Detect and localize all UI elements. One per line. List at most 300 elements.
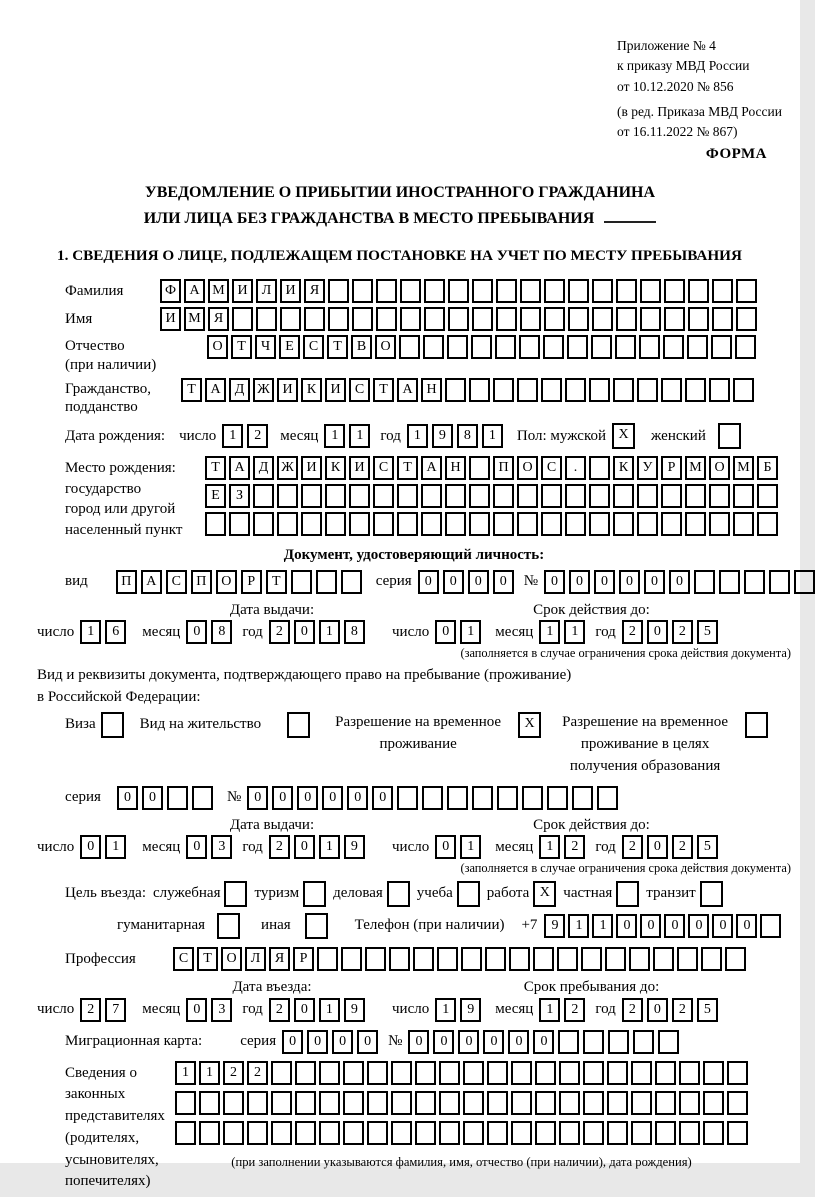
doc-valid-month-field-cell[interactable]: 1 [539, 620, 560, 644]
representatives-field-row2-cell[interactable] [487, 1091, 508, 1115]
visa-checkbox-cell[interactable] [101, 712, 124, 738]
res-number-field-cell[interactable]: 0 [347, 786, 368, 810]
representatives-field-row3-cell[interactable] [535, 1121, 556, 1145]
birthplace-field-row1-cell[interactable]: Н [445, 456, 466, 480]
representatives-field-row2-cell[interactable] [439, 1091, 460, 1115]
birthplace-field-row2-cell[interactable] [421, 484, 442, 508]
doc-type-field-cell[interactable] [291, 570, 312, 594]
birth-year-field-cell[interactable]: 9 [432, 424, 453, 448]
representatives-field-row1-cell[interactable]: 1 [199, 1061, 220, 1085]
representatives-field-row1-cell[interactable] [367, 1061, 388, 1085]
mig-number-field-cell[interactable]: 0 [408, 1030, 429, 1054]
birthplace-field-row2-cell[interactable] [397, 484, 418, 508]
profession-field-cell[interactable] [677, 947, 698, 971]
phone-field-cell[interactable]: 9 [544, 914, 565, 938]
birthplace-field-row1-cell[interactable]: П [493, 456, 514, 480]
citizenship-field-cell[interactable]: Д [229, 378, 250, 402]
doc-number-field-cell[interactable]: 0 [669, 570, 690, 594]
representatives-field-row2-cell[interactable] [367, 1091, 388, 1115]
representatives-field-row2-cell[interactable] [511, 1091, 532, 1115]
birthplace-field-row3-cell[interactable] [613, 512, 634, 536]
patronymic-field-cell[interactable] [471, 335, 492, 359]
name-field-cell[interactable] [400, 307, 421, 331]
profession-field-cell[interactable] [317, 947, 338, 971]
purpose-transit-checkbox-cell[interactable] [700, 881, 723, 907]
profession-field-cell[interactable] [389, 947, 410, 971]
citizenship-field-cell[interactable]: А [397, 378, 418, 402]
doc-issue-year-field-cell[interactable]: 8 [344, 620, 365, 644]
representatives-field-row1-cell[interactable] [391, 1061, 412, 1085]
birthplace-field-row1-cell[interactable]: Т [397, 456, 418, 480]
birthplace-field-row1-cell[interactable]: А [421, 456, 442, 480]
res-valid-year-field-cell[interactable]: 2 [672, 835, 693, 859]
birthplace-field-row2-cell[interactable]: Е [205, 484, 226, 508]
profession-field-cell[interactable] [557, 947, 578, 971]
profession-field-cell[interactable] [413, 947, 434, 971]
profession-field-cell[interactable] [365, 947, 386, 971]
res-number-field-cell[interactable] [447, 786, 468, 810]
doc-number-field-cell[interactable] [794, 570, 815, 594]
temp-residence-edu-checkbox-cell[interactable] [745, 712, 768, 738]
citizenship-field-cell[interactable]: Т [373, 378, 394, 402]
gender-male-checkbox-cell[interactable]: X [612, 423, 635, 449]
representatives-field-row3-cell[interactable] [727, 1121, 748, 1145]
representatives-field-row1-cell[interactable] [343, 1061, 364, 1085]
stay-month-field-cell[interactable]: 1 [539, 998, 560, 1022]
representatives-field-row2-cell[interactable] [295, 1091, 316, 1115]
birthplace-field-row2-cell[interactable] [277, 484, 298, 508]
doc-issue-month-field-cell[interactable]: 8 [211, 620, 232, 644]
representatives-field-row1-cell[interactable]: 2 [247, 1061, 268, 1085]
surname-field-cell[interactable] [400, 279, 421, 303]
res-number-field-cell[interactable] [597, 786, 618, 810]
phone-field-cell[interactable]: 0 [664, 914, 685, 938]
representatives-field-row2-cell[interactable] [343, 1091, 364, 1115]
birthplace-field-row2-cell[interactable] [445, 484, 466, 508]
birthplace-field-row2-cell[interactable] [613, 484, 634, 508]
birthplace-field-row2-cell[interactable] [733, 484, 754, 508]
representatives-field-row2-cell[interactable] [679, 1091, 700, 1115]
profession-field-cell[interactable]: Р [293, 947, 314, 971]
representatives-field-row3-cell[interactable] [583, 1121, 604, 1145]
birthplace-field-row3-cell[interactable] [445, 512, 466, 536]
citizenship-field-cell[interactable] [589, 378, 610, 402]
profession-field-cell[interactable]: С [173, 947, 194, 971]
birthplace-field-row1-cell[interactable]: А [229, 456, 250, 480]
surname-field-cell[interactable] [352, 279, 373, 303]
stay-year-field-cell[interactable]: 0 [647, 998, 668, 1022]
representatives-field-row2-cell[interactable] [607, 1091, 628, 1115]
patronymic-field-cell[interactable] [639, 335, 660, 359]
res-issue-year-field-cell[interactable]: 1 [319, 835, 340, 859]
representatives-field-row1-cell[interactable] [463, 1061, 484, 1085]
representatives-field-row2-cell[interactable] [631, 1091, 652, 1115]
birth-month-field-cell[interactable]: 1 [349, 424, 370, 448]
stay-year-field-cell[interactable]: 2 [672, 998, 693, 1022]
surname-field-cell[interactable]: М [208, 279, 229, 303]
birthplace-field-row2-cell[interactable] [565, 484, 586, 508]
representatives-field-row2-cell[interactable] [247, 1091, 268, 1115]
representatives-field-row2-cell[interactable] [175, 1091, 196, 1115]
mig-number-field-cell[interactable] [658, 1030, 679, 1054]
birthplace-field-row2-cell[interactable] [589, 484, 610, 508]
mig-number-field-cell[interactable]: 0 [458, 1030, 479, 1054]
birthplace-field-row3-cell[interactable] [685, 512, 706, 536]
name-field-cell[interactable] [496, 307, 517, 331]
doc-valid-day-field-cell[interactable]: 1 [460, 620, 481, 644]
entry-month-field-cell[interactable]: 0 [186, 998, 207, 1022]
birth-year-field-cell[interactable]: 1 [407, 424, 428, 448]
doc-issue-year-field-cell[interactable]: 0 [294, 620, 315, 644]
mig-series-field-cell[interactable]: 0 [282, 1030, 303, 1054]
birthplace-field-row3-cell[interactable] [565, 512, 586, 536]
mig-number-field-cell[interactable] [633, 1030, 654, 1054]
birthplace-field-row3-cell[interactable] [541, 512, 562, 536]
res-valid-year-field-cell[interactable]: 5 [697, 835, 718, 859]
surname-field-cell[interactable]: Я [304, 279, 325, 303]
patronymic-field-cell[interactable] [711, 335, 732, 359]
surname-field-cell[interactable] [664, 279, 685, 303]
purpose-business-checkbox-cell[interactable] [387, 881, 410, 907]
doc-number-field-cell[interactable]: 0 [594, 570, 615, 594]
doc-type-field-cell[interactable]: Т [266, 570, 287, 594]
res-valid-year-field-cell[interactable]: 0 [647, 835, 668, 859]
representatives-field-row1-cell[interactable] [655, 1061, 676, 1085]
patronymic-field-cell[interactable] [423, 335, 444, 359]
doc-series-field-cell[interactable]: 0 [493, 570, 514, 594]
name-field-cell[interactable] [256, 307, 277, 331]
surname-field-cell[interactable] [472, 279, 493, 303]
doc-series-field-cell[interactable]: 0 [443, 570, 464, 594]
surname-field-cell[interactable] [736, 279, 757, 303]
mig-number-field-cell[interactable] [608, 1030, 629, 1054]
name-field-cell[interactable] [640, 307, 661, 331]
doc-issue-day-field-cell[interactable]: 1 [80, 620, 101, 644]
patronymic-field-cell[interactable]: О [375, 335, 396, 359]
profession-field-cell[interactable]: О [221, 947, 242, 971]
mig-series-field-cell[interactable]: 0 [357, 1030, 378, 1054]
representatives-field-row1-cell[interactable] [559, 1061, 580, 1085]
citizenship-field-cell[interactable] [445, 378, 466, 402]
profession-field-cell[interactable] [509, 947, 530, 971]
birth-month-field-cell[interactable]: 1 [324, 424, 345, 448]
doc-type-field-cell[interactable]: С [166, 570, 187, 594]
representatives-field-row1-cell[interactable] [511, 1061, 532, 1085]
birthplace-field-row2-cell[interactable] [349, 484, 370, 508]
patronymic-field-cell[interactable]: Т [327, 335, 348, 359]
mig-number-field-cell[interactable]: 0 [533, 1030, 554, 1054]
res-number-field-cell[interactable] [547, 786, 568, 810]
patronymic-field-cell[interactable]: О [207, 335, 228, 359]
birth-day-field-cell[interactable]: 2 [247, 424, 268, 448]
doc-issue-year-field-cell[interactable]: 1 [319, 620, 340, 644]
representatives-field-row2-cell[interactable] [319, 1091, 340, 1115]
res-series-field-cell[interactable]: 0 [117, 786, 138, 810]
entry-month-field-cell[interactable]: 3 [211, 998, 232, 1022]
name-field-cell[interactable]: И [160, 307, 181, 331]
birthplace-field-row2-cell[interactable] [541, 484, 562, 508]
birth-year-field-cell[interactable]: 8 [457, 424, 478, 448]
birthplace-field-row3-cell[interactable] [469, 512, 490, 536]
res-issue-day-field-cell[interactable]: 1 [105, 835, 126, 859]
purpose-humanitarian-checkbox-cell[interactable] [217, 913, 240, 939]
name-field-cell[interactable]: Я [208, 307, 229, 331]
name-field-cell[interactable] [736, 307, 757, 331]
name-field-cell[interactable]: М [184, 307, 205, 331]
birthplace-field-row3-cell[interactable] [277, 512, 298, 536]
doc-type-field-cell[interactable] [341, 570, 362, 594]
doc-valid-year-field-cell[interactable]: 2 [672, 620, 693, 644]
birthplace-field-row1-cell[interactable]: М [685, 456, 706, 480]
mig-number-field-cell[interactable] [558, 1030, 579, 1054]
patronymic-field-cell[interactable] [591, 335, 612, 359]
representatives-field-row3-cell[interactable] [511, 1121, 532, 1145]
birthplace-field-row3-cell[interactable] [301, 512, 322, 536]
res-valid-year-field-cell[interactable]: 2 [622, 835, 643, 859]
representatives-field-row3-cell[interactable] [703, 1121, 724, 1145]
citizenship-field-cell[interactable]: Н [421, 378, 442, 402]
surname-field-cell[interactable] [616, 279, 637, 303]
representatives-field-row3-cell[interactable] [343, 1121, 364, 1145]
representatives-field-row1-cell[interactable] [607, 1061, 628, 1085]
representatives-field-row3-cell[interactable] [463, 1121, 484, 1145]
representatives-field-row3-cell[interactable] [439, 1121, 460, 1145]
birthplace-field-row1-cell[interactable]: К [325, 456, 346, 480]
doc-number-field-cell[interactable] [744, 570, 765, 594]
doc-type-field-cell[interactable]: А [141, 570, 162, 594]
name-field-cell[interactable] [664, 307, 685, 331]
profession-field-cell[interactable] [629, 947, 650, 971]
representatives-field-row1-cell[interactable] [583, 1061, 604, 1085]
surname-field-cell[interactable]: Ф [160, 279, 181, 303]
birthplace-field-row1-cell[interactable]: С [541, 456, 562, 480]
citizenship-field-cell[interactable]: Т [181, 378, 202, 402]
patronymic-field-cell[interactable] [687, 335, 708, 359]
surname-field-cell[interactable] [592, 279, 613, 303]
birthplace-field-row3-cell[interactable] [325, 512, 346, 536]
res-valid-day-field-cell[interactable]: 1 [460, 835, 481, 859]
representatives-field-row1-cell[interactable] [679, 1061, 700, 1085]
phone-field-cell[interactable]: 1 [592, 914, 613, 938]
name-field-cell[interactable] [352, 307, 373, 331]
patronymic-field-cell[interactable] [567, 335, 588, 359]
representatives-field-row3-cell[interactable] [247, 1121, 268, 1145]
name-field-cell[interactable] [688, 307, 709, 331]
mig-series-field-cell[interactable]: 0 [307, 1030, 328, 1054]
purpose-tourism-checkbox-cell[interactable] [303, 881, 326, 907]
surname-field-cell[interactable] [688, 279, 709, 303]
profession-field-cell[interactable] [653, 947, 674, 971]
representatives-field-row2-cell[interactable] [535, 1091, 556, 1115]
res-number-field-cell[interactable] [572, 786, 593, 810]
citizenship-field-cell[interactable] [541, 378, 562, 402]
birthplace-field-row3-cell[interactable] [733, 512, 754, 536]
patronymic-field-cell[interactable]: С [303, 335, 324, 359]
mig-number-field-cell[interactable]: 0 [433, 1030, 454, 1054]
birthplace-field-row1-cell[interactable]: С [373, 456, 394, 480]
doc-valid-year-field-cell[interactable]: 0 [647, 620, 668, 644]
profession-field-cell[interactable]: Я [269, 947, 290, 971]
profession-field-cell[interactable] [725, 947, 746, 971]
representatives-field-row2-cell[interactable] [391, 1091, 412, 1115]
doc-number-field-cell[interactable]: 0 [644, 570, 665, 594]
birth-year-field-cell[interactable]: 1 [482, 424, 503, 448]
profession-field-cell[interactable]: Т [197, 947, 218, 971]
res-number-field-cell[interactable] [422, 786, 443, 810]
birthplace-field-row2-cell[interactable] [301, 484, 322, 508]
birthplace-field-row2-cell[interactable] [373, 484, 394, 508]
patronymic-field-cell[interactable] [495, 335, 516, 359]
birthplace-field-row2-cell[interactable] [325, 484, 346, 508]
representatives-field-row3-cell[interactable] [271, 1121, 292, 1145]
birthplace-field-row2-cell[interactable] [517, 484, 538, 508]
res-issue-month-field-cell[interactable]: 0 [186, 835, 207, 859]
res-issue-year-field-cell[interactable]: 9 [344, 835, 365, 859]
entry-year-field-cell[interactable]: 2 [269, 998, 290, 1022]
birthplace-field-row1-cell[interactable]: Д [253, 456, 274, 480]
stay-year-field-cell[interactable]: 2 [622, 998, 643, 1022]
patronymic-field-cell[interactable]: Ч [255, 335, 276, 359]
patronymic-field-cell[interactable]: В [351, 335, 372, 359]
birthplace-field-row2-cell[interactable] [661, 484, 682, 508]
birthplace-field-row2-cell[interactable] [253, 484, 274, 508]
mig-number-field-cell[interactable]: 0 [508, 1030, 529, 1054]
mig-series-field-cell[interactable]: 0 [332, 1030, 353, 1054]
patronymic-field-cell[interactable]: Е [279, 335, 300, 359]
mig-number-field-cell[interactable] [583, 1030, 604, 1054]
doc-number-field-cell[interactable] [719, 570, 740, 594]
surname-field-cell[interactable] [544, 279, 565, 303]
name-field-cell[interactable] [472, 307, 493, 331]
phone-field-cell[interactable]: 0 [736, 914, 757, 938]
birthplace-field-row2-cell[interactable] [709, 484, 730, 508]
res-series-field-cell[interactable] [192, 786, 213, 810]
res-issue-day-field-cell[interactable]: 0 [80, 835, 101, 859]
surname-field-cell[interactable] [712, 279, 733, 303]
res-number-field-cell[interactable]: 0 [372, 786, 393, 810]
entry-day-field-cell[interactable]: 7 [105, 998, 126, 1022]
representatives-field-row1-cell[interactable] [727, 1061, 748, 1085]
purpose-study-checkbox-cell[interactable] [457, 881, 480, 907]
citizenship-field-cell[interactable]: И [277, 378, 298, 402]
patronymic-field-cell[interactable] [519, 335, 540, 359]
representatives-field-row3-cell[interactable] [319, 1121, 340, 1145]
representatives-field-row3-cell[interactable] [295, 1121, 316, 1145]
doc-series-field-cell[interactable]: 0 [418, 570, 439, 594]
name-field-cell[interactable] [424, 307, 445, 331]
stay-year-field-cell[interactable]: 5 [697, 998, 718, 1022]
representatives-field-row1-cell[interactable] [415, 1061, 436, 1085]
name-field-cell[interactable] [712, 307, 733, 331]
stay-day-field-cell[interactable]: 1 [435, 998, 456, 1022]
birthplace-field-row2-cell[interactable] [685, 484, 706, 508]
name-field-cell[interactable] [448, 307, 469, 331]
patronymic-field-cell[interactable] [447, 335, 468, 359]
res-number-field-cell[interactable] [522, 786, 543, 810]
surname-field-cell[interactable] [448, 279, 469, 303]
doc-number-field-cell[interactable] [769, 570, 790, 594]
name-field-cell[interactable] [544, 307, 565, 331]
doc-number-field-cell[interactable]: 0 [544, 570, 565, 594]
birthplace-field-row3-cell[interactable] [589, 512, 610, 536]
surname-field-cell[interactable] [640, 279, 661, 303]
birthplace-field-row2-cell[interactable] [757, 484, 778, 508]
res-valid-month-field-cell[interactable]: 1 [539, 835, 560, 859]
representatives-field-row2-cell[interactable] [271, 1091, 292, 1115]
name-field-cell[interactable] [520, 307, 541, 331]
gender-female-checkbox-cell[interactable] [718, 423, 741, 449]
birthplace-field-row3-cell[interactable] [397, 512, 418, 536]
birthplace-field-row2-cell[interactable] [469, 484, 490, 508]
name-field-cell[interactable] [592, 307, 613, 331]
name-field-cell[interactable] [328, 307, 349, 331]
res-valid-month-field-cell[interactable]: 2 [564, 835, 585, 859]
phone-field-cell[interactable]: 0 [640, 914, 661, 938]
res-number-field-cell[interactable] [397, 786, 418, 810]
doc-type-field-cell[interactable]: О [216, 570, 237, 594]
representatives-field-row3-cell[interactable] [415, 1121, 436, 1145]
birthplace-field-row3-cell[interactable] [661, 512, 682, 536]
citizenship-field-cell[interactable] [613, 378, 634, 402]
citizenship-field-cell[interactable] [709, 378, 730, 402]
doc-series-field-cell[interactable]: 0 [468, 570, 489, 594]
birthplace-field-row1-cell[interactable]: М [733, 456, 754, 480]
birthplace-field-row1-cell[interactable]: И [349, 456, 370, 480]
birthplace-field-row1-cell[interactable]: К [613, 456, 634, 480]
representatives-field-row1-cell[interactable] [703, 1061, 724, 1085]
representatives-field-row1-cell[interactable] [295, 1061, 316, 1085]
citizenship-field-cell[interactable] [517, 378, 538, 402]
birthplace-field-row3-cell[interactable] [349, 512, 370, 536]
doc-valid-month-field-cell[interactable]: 1 [564, 620, 585, 644]
surname-field-cell[interactable] [376, 279, 397, 303]
residence-permit-checkbox-cell[interactable] [287, 712, 310, 738]
birthplace-field-row1-cell[interactable] [589, 456, 610, 480]
birthplace-field-row1-cell[interactable]: О [709, 456, 730, 480]
patronymic-field-cell[interactable] [615, 335, 636, 359]
citizenship-field-cell[interactable]: К [301, 378, 322, 402]
birthplace-field-row1-cell[interactable]: . [565, 456, 586, 480]
representatives-field-row3-cell[interactable] [655, 1121, 676, 1145]
surname-field-cell[interactable]: И [232, 279, 253, 303]
doc-valid-day-field-cell[interactable]: 0 [435, 620, 456, 644]
surname-field-cell[interactable]: И [280, 279, 301, 303]
representatives-field-row2-cell[interactable] [655, 1091, 676, 1115]
surname-field-cell[interactable]: Л [256, 279, 277, 303]
name-field-cell[interactable] [232, 307, 253, 331]
res-number-field-cell[interactable] [497, 786, 518, 810]
res-number-field-cell[interactable]: 0 [322, 786, 343, 810]
surname-field-cell[interactable]: А [184, 279, 205, 303]
entry-year-field-cell[interactable]: 9 [344, 998, 365, 1022]
res-series-field-cell[interactable]: 0 [142, 786, 163, 810]
profession-field-cell[interactable] [581, 947, 602, 971]
representatives-field-row2-cell[interactable] [223, 1091, 244, 1115]
representatives-field-row1-cell[interactable] [319, 1061, 340, 1085]
representatives-field-row3-cell[interactable] [679, 1121, 700, 1145]
doc-issue-year-field-cell[interactable]: 2 [269, 620, 290, 644]
phone-field-cell[interactable]: 0 [712, 914, 733, 938]
entry-year-field-cell[interactable]: 1 [319, 998, 340, 1022]
profession-field-cell[interactable] [485, 947, 506, 971]
res-number-field-cell[interactable]: 0 [297, 786, 318, 810]
purpose-official-checkbox-cell[interactable] [224, 881, 247, 907]
citizenship-field-cell[interactable] [637, 378, 658, 402]
stay-month-field-cell[interactable]: 2 [564, 998, 585, 1022]
purpose-private-checkbox-cell[interactable] [616, 881, 639, 907]
surname-field-cell[interactable] [568, 279, 589, 303]
representatives-field-row1-cell[interactable] [631, 1061, 652, 1085]
